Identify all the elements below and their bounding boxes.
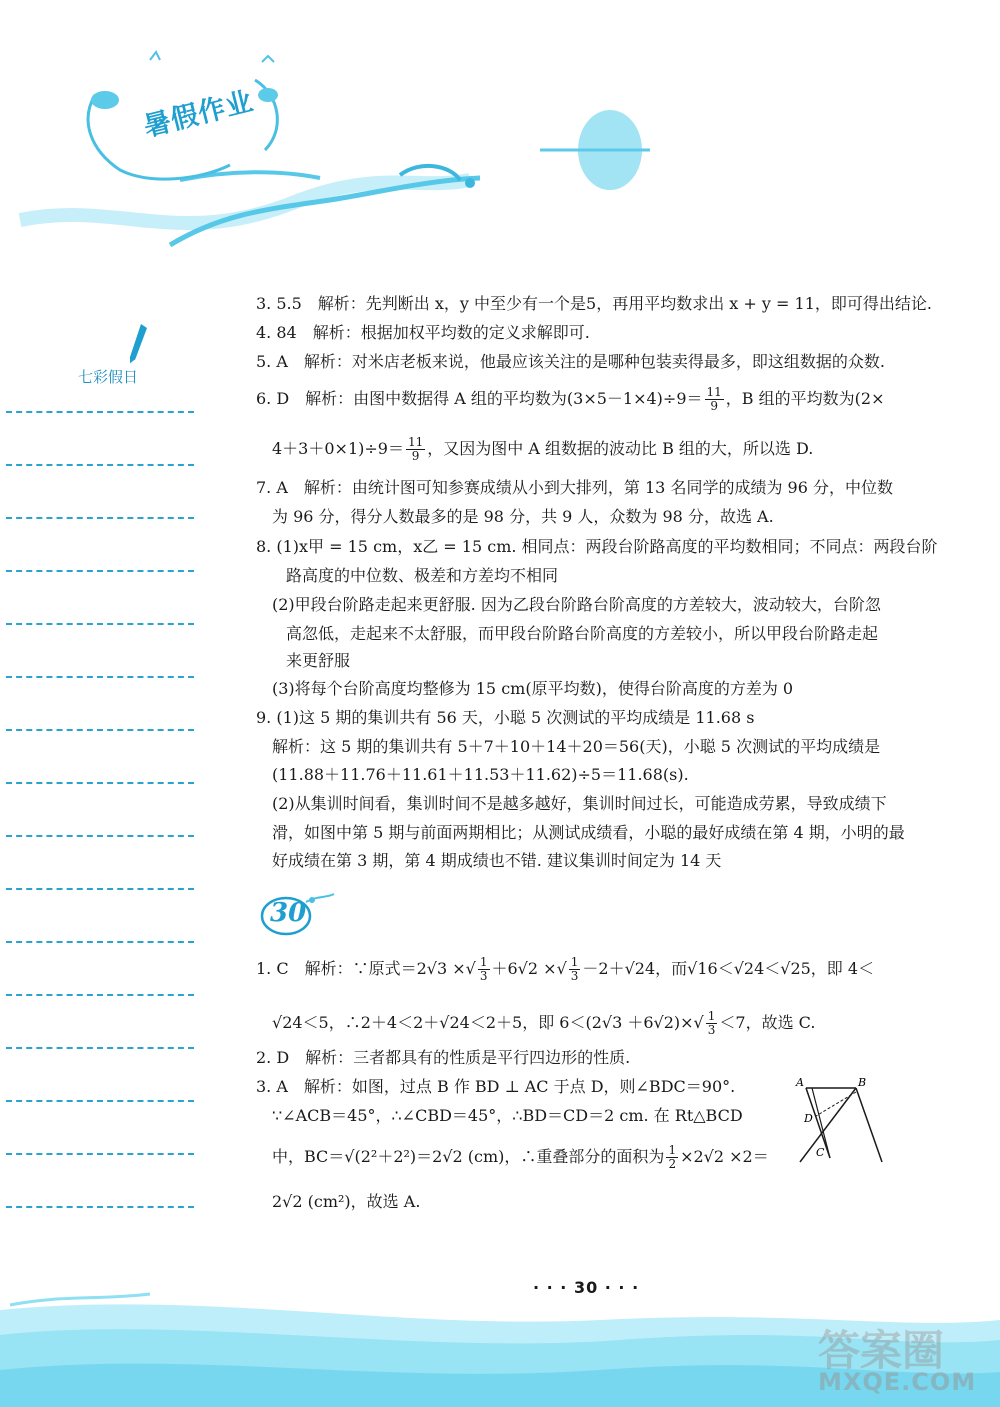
s30-answer-2: 2. D 解析：三者都具有的性质是平行四边形的性质. — [256, 1048, 631, 1067]
pencil-icon — [127, 322, 149, 366]
answer-7-line1: 7. A 解析：由统计图可知参赛成绩从小到大排列，第 13 名同学的成绩为 96 分，中位数 — [256, 478, 893, 497]
fraction — [569, 956, 581, 983]
label-b: B — [858, 1076, 867, 1089]
text: 1. C 解析：∵原式＝2√3 × — [256, 959, 466, 978]
label-c: C — [816, 1146, 825, 1159]
header-badge: 暑假作业 — [140, 85, 257, 143]
fraction — [478, 956, 490, 983]
section-number: 30 — [270, 898, 307, 928]
fraction-num: 11 — [407, 435, 424, 449]
s30-answer-3-line4: 2√2 (cm²)，故选 A. — [272, 1192, 421, 1211]
header-decoration — [0, 0, 700, 260]
fraction-den: 3 — [570, 969, 579, 983]
fraction-den: 9 — [710, 399, 718, 413]
answer-5: 5. A 解析：对米店老板来说，他最应该关注的是哪种包装卖得最多，即这组数据的众数. — [256, 352, 885, 371]
fraction — [406, 436, 425, 463]
text: ，B 组的平均数为(2× — [725, 389, 885, 408]
text: ＜7，故选 C. — [719, 1013, 816, 1032]
text: ，又因为图中 A 组数据的波动比 B 组的大，所以选 D. — [427, 439, 814, 458]
s30-answer-1-line2 — [272, 1010, 815, 1037]
text: 6. D 解析：由图中数据得 A 组的平均数为(3×5－1×4)÷9＝ — [256, 389, 703, 408]
answer-3: 3. 5.5 解析：先判断出 x，y 中至少有一个是5，再用平均数求出 x + y = 11，即可得出结论. — [256, 294, 932, 313]
fraction — [666, 1144, 678, 1171]
fraction-num: 11 — [706, 385, 722, 399]
answer-8-2-line3: 来更舒服 — [286, 651, 351, 670]
fraction — [706, 1010, 718, 1037]
answer-9-line2: 解析：这 5 期的集训共有 5＋7＋10＋14＋20＝56(天)，小聪 5 次测试的平均成绩是 — [272, 737, 881, 756]
answer-8-2-line1: (2)甲段台阶路走起来更舒服. 因为乙段台阶路台阶高度的方差较大，波动较大，台阶忽 — [272, 595, 881, 614]
answer-8-line1: 8. (1)x甲 = 15 cm，x乙 = 15 cm. 相同点：两段台阶路高度的平均数相同；不同点：两段台阶 — [256, 537, 938, 556]
answer-9-line1: 9. (1)这 5 期的集训共有 56 天，小聪 5 次测试的平均成绩是 11.68 s — [256, 708, 755, 727]
answer-8-2-line2: 高忽低，走起来不太舒服，而甲段台阶路台阶高度的方差较小，所以甲段台阶路走起 — [286, 624, 879, 643]
text: 4＋3＋0×1)÷9＝ — [272, 439, 404, 458]
text: ＋6√2 × — [491, 959, 557, 978]
fraction-num: 1 — [570, 955, 579, 969]
page-number: · · · 30 · · · — [533, 1278, 640, 1297]
text: 中，BC＝√(2²＋2²)＝2√2 (cm)，∴重叠部分的面积为 — [272, 1147, 665, 1166]
answer-4: 4. 84 解析：根据加权平均数的定义求解即可. — [256, 323, 590, 342]
answer-6-line2 — [272, 436, 813, 463]
fraction-den: 2 — [668, 1157, 677, 1171]
s30-answer-3-line3 — [272, 1144, 769, 1171]
sidebar-title: 七彩假日 — [78, 368, 139, 386]
watermark-url: MXQE.COM — [818, 1368, 977, 1396]
watermark-logo: 答案圈 — [818, 1326, 945, 1375]
s30-answer-3-line1: 3. A 解析：如图，过点 B 作 BD ⊥ AC 于点 D，则∠BDC＝90°. — [256, 1077, 736, 1096]
answer-9-2-line3: 好成绩在第 3 期，第 4 期成绩也不错. 建议集训时间定为 14 天 — [272, 851, 722, 870]
fraction-den: 3 — [479, 969, 488, 983]
fraction-num: 1 — [707, 1009, 716, 1023]
fraction-num: 1 — [668, 1143, 677, 1157]
s30-answer-3-line2: ∵∠ACB＝45°，∴∠CBD＝45°，∴BD＝CD＝2 cm. 在 Rt△BCD — [272, 1106, 743, 1125]
answer-8-3: (3)将每个台阶高度均整修为 15 cm(原平均数)，使得台阶高度的方差为 0 — [272, 679, 794, 698]
fraction — [705, 386, 724, 413]
fraction-den: 3 — [707, 1023, 716, 1037]
answer-8-line2: 路高度的中位数、极差和方差均不相同 — [286, 566, 559, 585]
label-a: A — [796, 1076, 804, 1089]
geometry-figure — [792, 1074, 892, 1174]
text: －2＋√24，而√16＜√24＜√25，即 4＜ — [582, 959, 875, 978]
text: √24＜5，∴2＋4＜2＋√24＜2＋5，即 6＜(2√3 ＋6√2)× — [272, 1013, 694, 1032]
s30-answer-1-line1 — [256, 956, 874, 983]
sqrt-sign: √ — [693, 1013, 704, 1032]
text: ×2√2 ×2＝ — [680, 1147, 769, 1166]
sqrt-sign: √ — [556, 959, 567, 978]
answer-6-line1 — [256, 386, 884, 413]
answer-9-2-line2: 滑，如图中第 5 期与前面两期相比；从测试成绩看，小聪的最好成绩在第 4 期，小明的最 — [272, 823, 905, 842]
fraction-den: 9 — [411, 449, 420, 463]
sqrt-sign: √ — [465, 959, 476, 978]
fraction-num: 1 — [479, 955, 488, 969]
answer-7-line2: 为 96 分，得分人数最多的是 98 分，共 9 人，众数为 98 分，故选 A. — [272, 507, 774, 526]
answer-9-2-line1: (2)从集训时间看，集训时间不是越多越好，集训时间过长，可能造成劳累，导致成绩下 — [272, 794, 887, 813]
label-d: D — [804, 1112, 813, 1125]
answer-9-line3: (11.88＋11.76＋11.61＋11.53＋11.62)÷5＝11.68(s). — [272, 765, 689, 784]
